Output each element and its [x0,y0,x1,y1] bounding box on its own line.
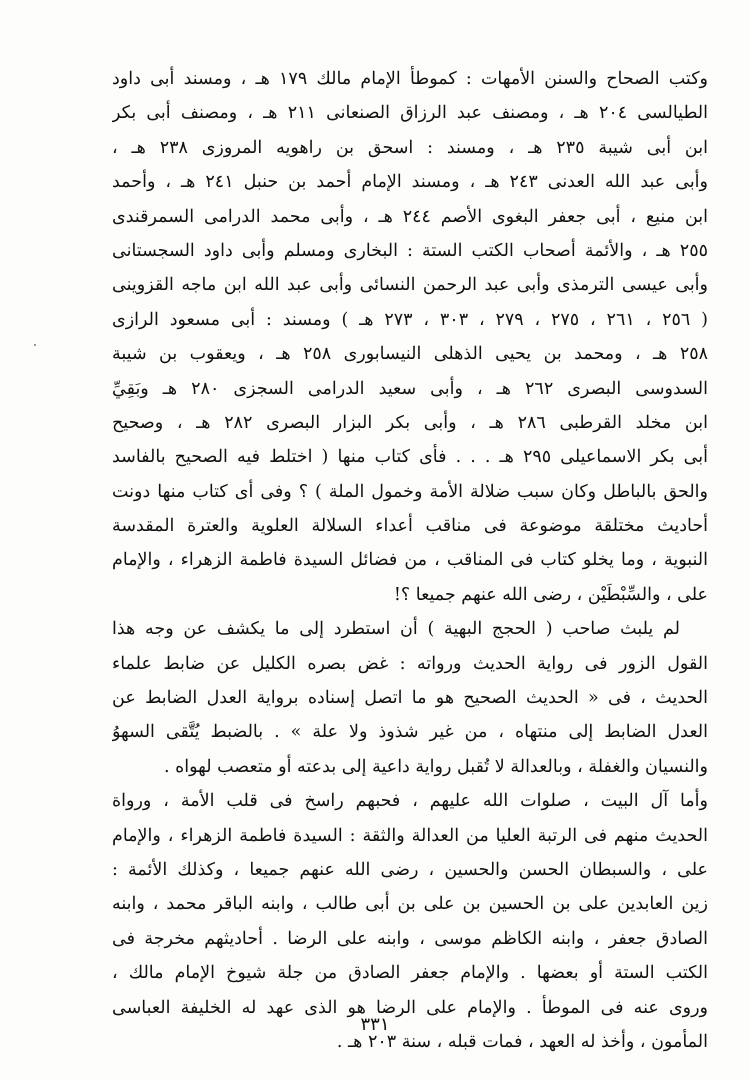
text-line: على ، والسبطان الحسن والحسين ، رضى الله عنهم جميعا ، وكذلك الأئمة : [112,859,708,880]
text-line: الحديث منهم فى الرتبة العليا من العدالة والثقة : السيدة فاطمة الزهراء ، والإمام [112,825,708,846]
paragraph-1 [112,62,708,612]
text-line: وأما آل البيت ، صلوات الله عليهم ، فحبهم راسخ فى قلب الأمة ، ورواة [112,791,708,812]
text-line: العدل الضابط إلى منتهاه ، من غير شذوذ ولا علة » . بالضبط يُتَّقى السهوُ [112,722,708,743]
text-line: النبوية ، وما يخلو كتاب فى المناقب ، من فضائل السيدة فاطمة الزهراء ، والإمام [112,550,708,571]
text-line: لم يلبث صاحب ( الحجج البهية ) أن استطرد إلى ما يكشف عن وجه هذا [112,619,680,640]
text-line: ٢٥٥ هـ ، والأئمة أصحاب الكتب الستة : البخارى ومسلم وأبى داود السجستانى [112,240,708,261]
text-line: وكتب الصحاح والسنن الأمهات : كموطأ الإمام مالك ١٧٩ هـ ، ومسند أبى داود [112,69,708,89]
text-line: زين العابدين على بن الحسين بن على بن أبى طالب ، وابنه الباقر محمد ، وابنه [112,894,708,915]
text-line: والحق بالباطل وكان سبب ضلالة الأمة وخمول الملة ) ؟ وفى أى كتاب منها دونت [112,481,708,502]
text-line: الكتب الستة أو بعضها . والإمام جعفر الصادق من جلة شيوخ الإمام مالك ، [112,963,708,984]
text-line: السدوسى البصرى ٢٦٢ هـ ، وأبى سعيد الدرامى السجزى ٢٨٠ هـ وبَقِيِّ [112,378,708,399]
text-line: وأبى عيسى الترمذى وأبى عبد الرحمن النسائى وأبى عبد الله ابن ماجه القزوينى [112,275,708,296]
text-line: الطيالسى ٢٠٤ هـ ، ومصنف عبد الرزاق الصنعانى ٢١١ هـ ، ومصنف أبى بكر [112,103,708,124]
text-line: على ، والسِّبْطَيْن ، رضى الله عنهم جميعا ؟! [393,584,708,605]
text-line: ٢٥٨ هـ ، ومحمد بن يحيى الذهلى النيسابورى ٢٥٨ هـ ، ويعقوب بن شيبة [112,344,708,365]
text-line: القول الزور فى رواية الحديث ورواته : غض بصره الكليل عن ضابط علماء [112,653,708,674]
paragraph-2 [112,612,708,784]
text-line: ( ٢٥٦ ، ٢٦١ ، ٢٧٥ ، ٢٧٩ ، ٣٠٣ ، ٢٧٣ هـ ) ومسند : أبى مسعود الرازى [112,309,708,330]
text-line: الصادق جعفر ، وابنه الكاظم موسى ، وابنه على الرضا . أحاديثهم مخرجة فى [112,928,708,949]
text-line: الحديث ، فى « الحديث الصحيح هو ما اتصل إسناده برواية العدل الضابط عن [112,688,708,709]
text-line: ابن مخلد القرطبى ٢٨٦ هـ ، وأبى بكر البزار البصرى ٢٨٢ هـ ، وصحيح [112,412,708,433]
scan-speck [34,344,36,346]
text-line: وأبى عبد الله العدنى ٢٤٣ هـ ، ومسند الإمام أحمد بن حنبل ٢٤١ هـ ، وأحمد [112,172,708,193]
text-line: المأمون ، وأخذ له العهد ، فمات قبله ، سنة ٢٠٣ هـ . [336,1031,708,1052]
text-line: والنسيان والغفلة ، وبالعدالة لا تُقبل رواية داعية إلى بدعته أو متعصب لهواه . [163,756,708,777]
text-line: ابن منيع ، أبى جعفر البغوى الأصم ٢٤٤ هـ ، وأبى محمد الدرامى السمرقندى [112,206,708,227]
text-line: وروى عنه فى الموطأ . والإمام على الرضا هو الذى عهد له الخليفة العباسى [112,997,708,1018]
text-line: أحاديث مختلقة موضوعة فى مناقب أعداء السلالة العلوية والعترة المقدسة [112,516,708,537]
text-line: ابن أبى شيبة ٢٣٥ هـ ، ومسند : اسحق بن راهويه المروزى ٢٣٨ هـ ، [112,137,708,158]
text-line: أبى بكر الاسماعيلى ٢٩٥ هـ . . . فأى كتاب منها ( اختلط فيه الصحيح بالفاسد [112,447,708,468]
page-number: ٣٣١ [360,1014,390,1035]
body-text [112,62,708,1059]
